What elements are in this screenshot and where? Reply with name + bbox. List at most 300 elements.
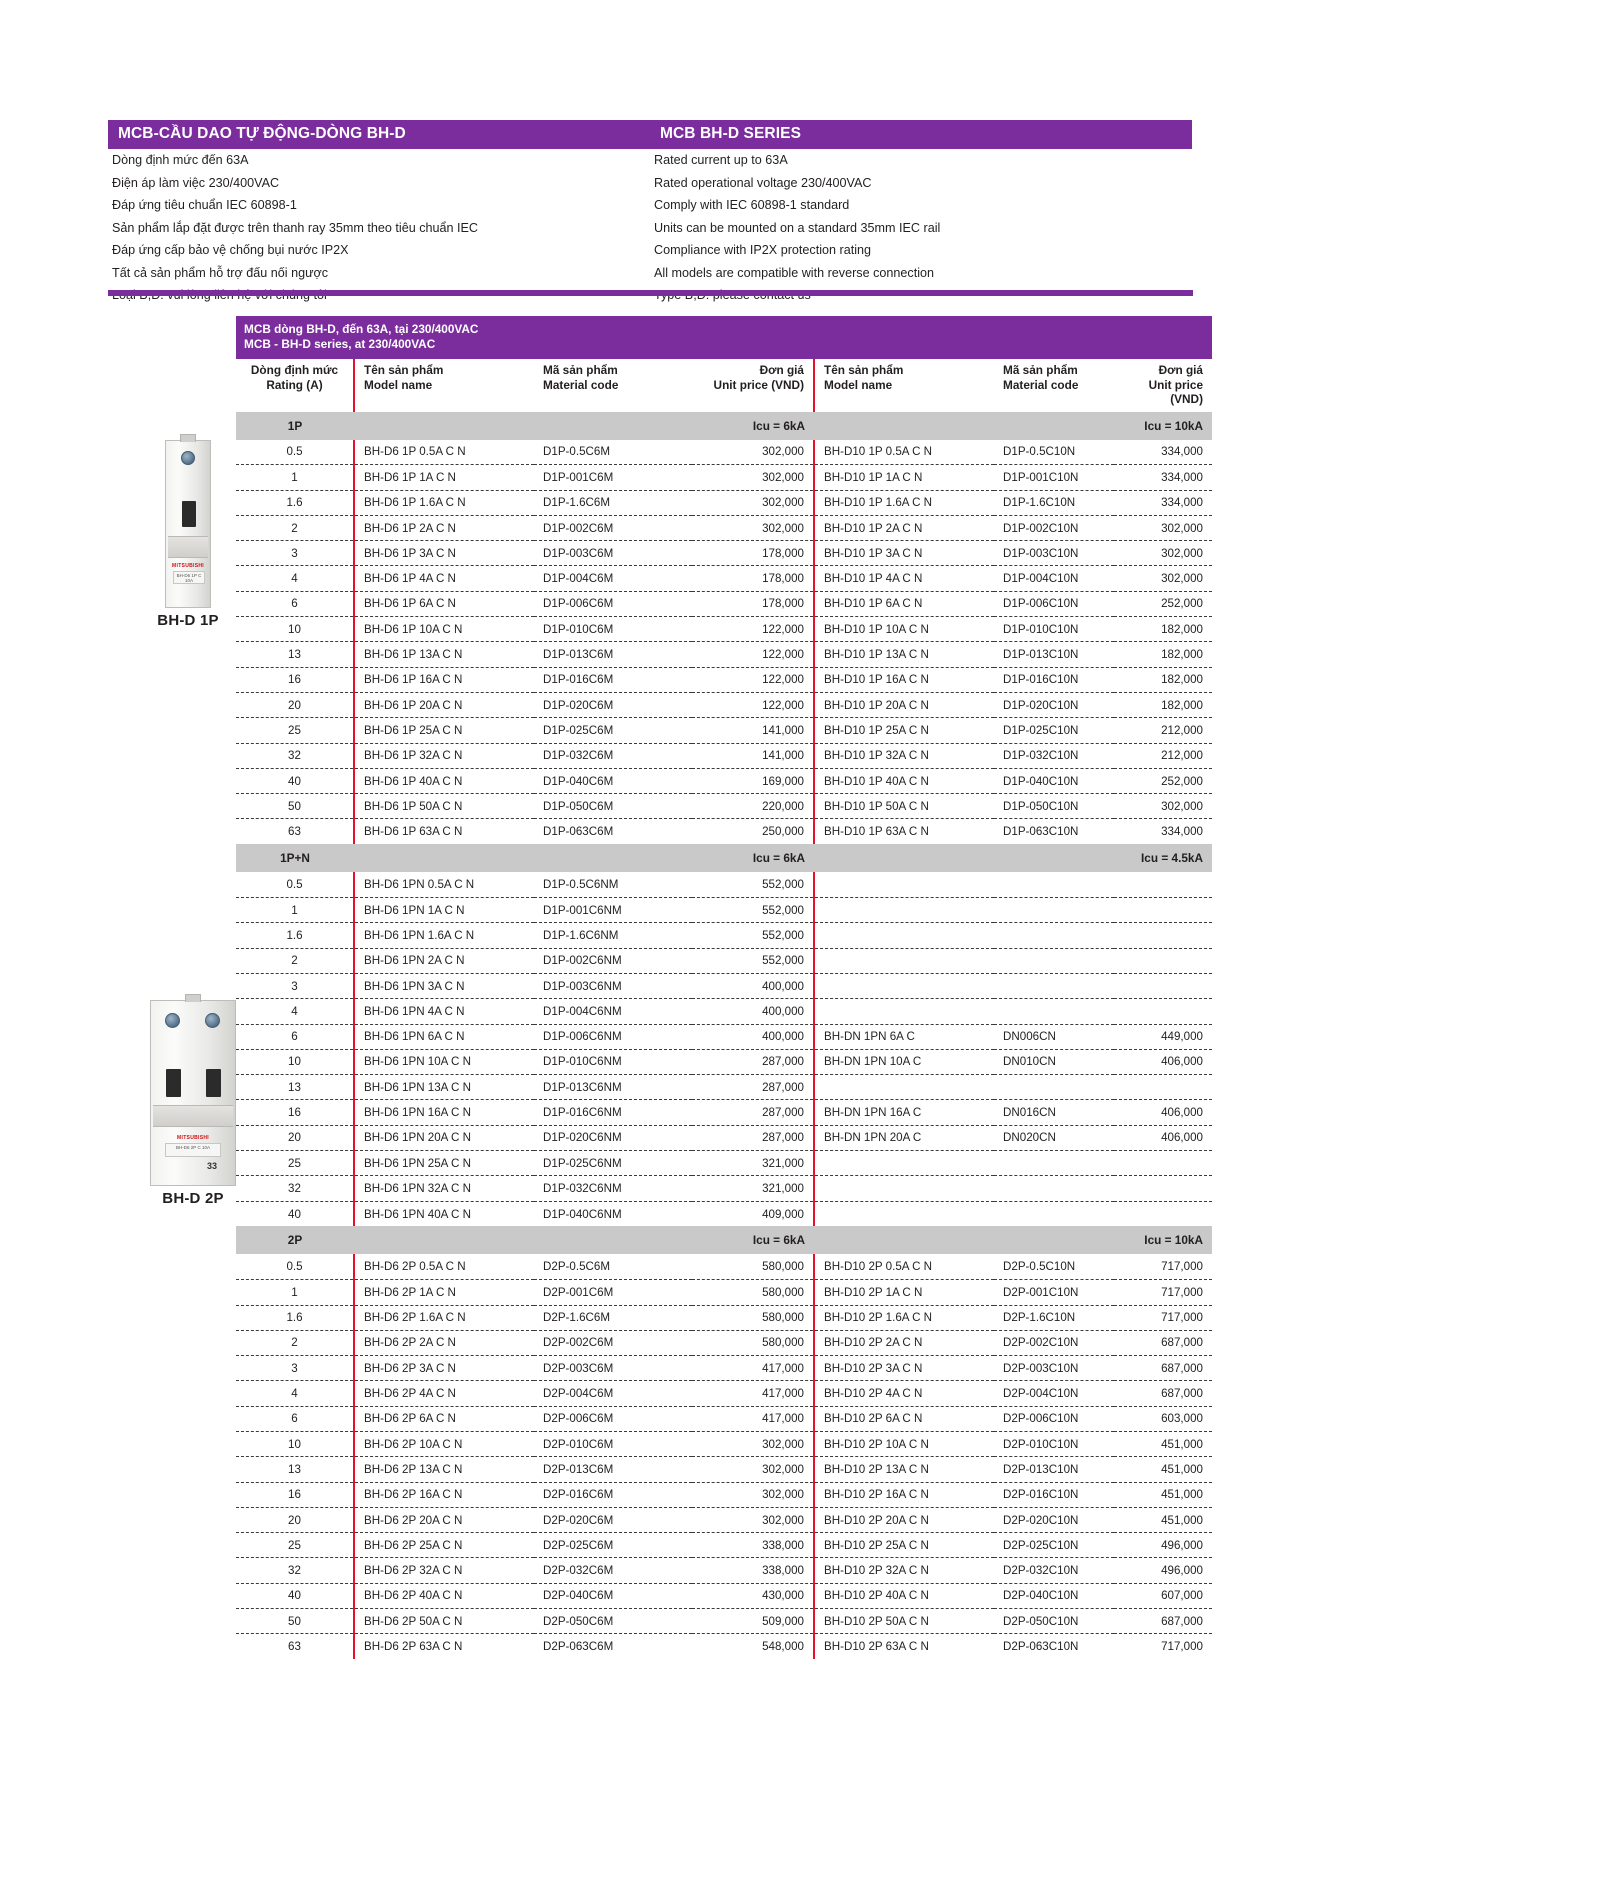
cell-model-d6: BH-D6 2P 13A C N [354, 1457, 534, 1482]
cell-code-d10: D2P-006C10N [994, 1406, 1114, 1431]
cell-code-d10: D1P-032C10N [994, 743, 1114, 768]
cell-code-d10: D1P-050C10N [994, 794, 1114, 819]
table-row [236, 1609, 1212, 1634]
cell-price-d10: 302,000 [1114, 794, 1212, 819]
cell-model-d6: BH-D6 1PN 6A C N [354, 1024, 534, 1049]
cell-rating: 4 [236, 999, 354, 1024]
cell-code-d6: D1P-032C6NM [534, 1176, 692, 1201]
cell-model-d6: BH-D6 1P 2A C N [354, 515, 534, 540]
table-row [236, 1634, 1212, 1659]
cell-model-d6: BH-D6 1PN 3A C N [354, 973, 534, 998]
cell-price-d10: 406,000 [1114, 1125, 1212, 1150]
cell-code-d6: D1P-006C6NM [534, 1024, 692, 1049]
cell-code-d10 [994, 1201, 1114, 1226]
cell-rating: 20 [236, 1125, 354, 1150]
cell-price-d6: 302,000 [692, 1457, 814, 1482]
cell-rating: 16 [236, 1482, 354, 1507]
cell-code-d6: D2P-004C6M [534, 1381, 692, 1406]
spec-header [108, 120, 1192, 307]
cell-price-d10: 302,000 [1114, 515, 1212, 540]
cell-code-d10: D1P-0.5C10N [994, 440, 1114, 465]
cell-code-d10: D1P-004C10N [994, 566, 1114, 591]
cell-code-d6: D1P-010C6M [534, 617, 692, 642]
cell-model-d10 [814, 1201, 994, 1226]
cell-code-d6: D1P-032C6M [534, 743, 692, 768]
cell-code-d6: D2P-1.6C6M [534, 1305, 692, 1330]
table-row [236, 1457, 1212, 1482]
spec-line: Compliance with IP2X protection rating [654, 243, 872, 257]
cell-rating: 3 [236, 1356, 354, 1381]
cell-model-d10: BH-D10 1P 4A C N [814, 566, 994, 591]
cell-model-d10: BH-D10 1P 40A C N [814, 768, 994, 793]
cell-model-d10: BH-D10 1P 50A C N [814, 794, 994, 819]
cell-model-d6: BH-D6 2P 0.5A C N [354, 1254, 534, 1279]
cell-code-d6: D1P-063C6M [543, 825, 614, 839]
din-rail-clip [180, 434, 196, 442]
cell-model-d6: BH-D6 2P 1A C N [354, 1280, 534, 1305]
cell-model-d6: BH-D6 2P 40A C N [354, 1583, 534, 1608]
cell-code-d6: D1P-002C6M [534, 515, 692, 540]
cell-price-d10 [1114, 1075, 1212, 1100]
cell-price-d6: 417,000 [692, 1381, 814, 1406]
cell-price-d6: 400,000 [692, 999, 814, 1024]
cell-price-d10: 406,000 [1114, 1100, 1212, 1125]
cell-code-d10: D2P-004C10N [994, 1381, 1114, 1406]
cell-price-d10 [1114, 923, 1212, 948]
cell-price-d10: 451,000 [1114, 1457, 1212, 1482]
cell-code-d10: D2P-1.6C10N [994, 1305, 1114, 1330]
cell-code-d10 [994, 1075, 1114, 1100]
cell-code-d10: D1P-006C10N [994, 591, 1114, 616]
cell-price-d6: 321,000 [692, 1151, 814, 1176]
cell-price-d6: 302,000 [692, 1431, 814, 1456]
cell-price-d6: 122,000 [692, 692, 814, 717]
cell-price-d10 [1114, 898, 1212, 923]
table-row [236, 1558, 1212, 1583]
table-row [236, 515, 1212, 540]
spec-line: Rated current up to 63A [654, 153, 788, 167]
spec-line: Đáp ứng tiêu chuẩn IEC 60898-1 [112, 198, 297, 212]
cell-code-d10: DN006CN [994, 1024, 1114, 1049]
cell-code-d10: D2P-040C10N [994, 1583, 1114, 1608]
spec-list-vietnamese [108, 149, 650, 307]
cell-model-d6: BH-D6 1P 50A C N [354, 794, 534, 819]
cell-code-d6: D1P-0.5C6NM [534, 872, 692, 897]
cell-code-d6: D1P-020C6NM [534, 1125, 692, 1150]
cell-code-d6: D1P-025C6M [534, 718, 692, 743]
cell-model-d6: BH-D6 1PN 1A C N [354, 898, 534, 923]
cell-price-d6: 287,000 [692, 1100, 814, 1125]
cell-price-d10: 451,000 [1114, 1482, 1212, 1507]
cell-code-d6: D1P-003C6NM [534, 973, 692, 998]
cell-code-d6: D1P-025C6NM [534, 1151, 692, 1176]
cell-price-d10: 334,000 [1114, 440, 1212, 465]
table-row [236, 566, 1212, 591]
cell-model-d10: BH-D10 1P 20A C N [814, 692, 994, 717]
cell-price-d6: 338,000 [692, 1558, 814, 1583]
cell-model-d10 [814, 923, 994, 948]
cell-price-d10: 449,000 [1114, 1024, 1212, 1049]
cell-price-d6: 141,000 [692, 743, 814, 768]
cell-price-d10: 496,000 [1114, 1558, 1212, 1583]
cell-code-d6: D2P-010C6M [534, 1431, 692, 1456]
cell-price-d6: 400,000 [692, 973, 814, 998]
cell-rating: 4 [236, 566, 354, 591]
cell-model-d10 [814, 1176, 994, 1201]
table-row [236, 1381, 1212, 1406]
cell-code-d10: D2P-013C10N [994, 1457, 1114, 1482]
terminal-screw-icon [205, 1013, 220, 1028]
cell-model-d10: BH-D10 1P 0.5A C N [814, 440, 994, 465]
section-pole-label: 1P+N [236, 844, 354, 872]
cell-model-d6: BH-D6 1P 32A C N [354, 743, 534, 768]
cell-code-d10: D2P-063C10N [1003, 1640, 1079, 1654]
table-row [236, 1125, 1212, 1150]
cell-code-d10: D1P-020C10N [994, 692, 1114, 717]
section-pole-label: 2P [236, 1226, 354, 1254]
cell-price-d10: 717,000 [1114, 1305, 1212, 1330]
cell-code-d10: D1P-001C10N [994, 465, 1114, 490]
cell-price-d6: 400,000 [692, 1024, 814, 1049]
cell-model-d6: BH-D6 1P 25A C N [354, 718, 534, 743]
cell-rating: 32 [236, 1176, 354, 1201]
cell-code-d10: D2P-020C10N [994, 1507, 1114, 1532]
cell-model-d10: BH-D10 2P 20A C N [814, 1507, 994, 1532]
table-row [236, 1176, 1212, 1201]
cell-price-d10 [1114, 973, 1212, 998]
section-header-row [236, 412, 1212, 440]
spec-title-vietnamese: MCB-CẦU DAO TỰ ĐỘNG-DÒNG BH-D [108, 120, 650, 149]
cell-price-d6: 287,000 [692, 1125, 814, 1150]
cell-rating: 32 [236, 743, 354, 768]
table-row [236, 743, 1212, 768]
cell-model-d10: BH-D10 2P 2A C N [814, 1330, 994, 1355]
mcb-1p-illustration [165, 440, 211, 608]
cell-price-d10: 603,000 [1114, 1406, 1212, 1431]
cell-rating: 13 [236, 1457, 354, 1482]
cell-rating: 6 [236, 591, 354, 616]
cell-code-d10: DN020CN [994, 1125, 1114, 1150]
cell-code-d10 [994, 973, 1114, 998]
section-header-row [236, 1226, 1212, 1254]
cell-model-d6: BH-D6 2P 6A C N [354, 1406, 534, 1431]
rating-plate: BH-D6 1P C 10A [173, 571, 205, 584]
cell-model-d6: BH-D6 1PN 20A C N [354, 1125, 534, 1150]
cell-model-d6: BH-D6 1PN 4A C N [354, 999, 534, 1024]
cell-model-d10: BH-D10 1P 1A C N [814, 465, 994, 490]
cell-rating: 1 [236, 898, 354, 923]
cell-model-d6: BH-D6 1P 63A C N [354, 819, 534, 844]
cell-price-d6: 302,000 [692, 1482, 814, 1507]
cell-model-d10: BH-D10 2P 0.5A C N [814, 1254, 994, 1279]
cell-price-d6: 338,000 [692, 1533, 814, 1558]
din-rail-clip [185, 994, 201, 1002]
table-row [236, 973, 1212, 998]
cell-price-d6: 552,000 [692, 898, 814, 923]
cell-code-d10 [994, 898, 1114, 923]
cell-code-d6: D1P-040C6NM [543, 1207, 622, 1221]
cell-price-d10: 687,000 [1114, 1609, 1212, 1634]
cell-code-d10: D2P-002C10N [994, 1330, 1114, 1355]
cell-code-d10: D2P-001C10N [994, 1280, 1114, 1305]
cell-model-d6: BH-D6 1PN 32A C N [354, 1176, 534, 1201]
price-table-head [236, 359, 1212, 412]
cell-code-d6: D2P-002C6M [534, 1330, 692, 1355]
section-icu-left: Icu = 6kA [354, 1226, 814, 1254]
cell-rating: 63 [288, 825, 301, 839]
table-row [236, 1024, 1212, 1049]
cell-code-d6: D2P-020C6M [534, 1507, 692, 1532]
cell-rating: 3 [236, 541, 354, 566]
cell-code-d6: D1P-016C6NM [534, 1100, 692, 1125]
cell-code-d10: D2P-032C10N [994, 1558, 1114, 1583]
table-row [236, 692, 1212, 717]
cell-price-d6: 287,000 [692, 1049, 814, 1074]
cell-model-d10: BH-D10 1P 63A C N [814, 819, 994, 844]
cell-model-d10: BH-D10 2P 1A C N [814, 1280, 994, 1305]
cell-code-d6: D1P-040C6M [534, 768, 692, 793]
cell-price-d10 [1114, 1176, 1212, 1201]
cell-price-d6: 409,000 [762, 1207, 804, 1221]
cell-price-d6: 169,000 [692, 768, 814, 793]
table-row [236, 541, 1212, 566]
table-row [236, 617, 1212, 642]
cell-model-d10: BH-D10 2P 4A C N [814, 1381, 994, 1406]
cell-rating: 2 [236, 948, 354, 973]
cell-model-d6: BH-D6 1P 6A C N [354, 591, 534, 616]
spec-title-english: MCB BH-D SERIES [650, 120, 1192, 149]
table-row [236, 1356, 1212, 1381]
cell-price-d6: 509,000 [692, 1609, 814, 1634]
table-row [236, 1533, 1212, 1558]
table-row [236, 591, 1212, 616]
cell-model-d10: BH-DN 1PN 16A C [814, 1100, 994, 1125]
column-header-code-d6: Mã sản phẩm Material code [543, 363, 619, 392]
cell-model-d10: BH-D10 2P 32A C N [814, 1558, 994, 1583]
cell-price-d10: 334,000 [1114, 465, 1212, 490]
rating-plate: BH-D6 2P C 10A [165, 1143, 221, 1157]
cell-model-d6: BH-D6 2P 16A C N [354, 1482, 534, 1507]
spec-line: Dòng định mức đến 63A [112, 153, 249, 167]
cell-rating: 6 [236, 1406, 354, 1431]
cell-price-d6: 580,000 [692, 1280, 814, 1305]
cell-code-d10: D1P-040C10N [994, 768, 1114, 793]
cell-model-d10: BH-D10 1P 10A C N [814, 617, 994, 642]
cell-code-d10 [994, 872, 1114, 897]
cell-code-d6: D1P-003C6M [534, 541, 692, 566]
cell-model-d10 [814, 1075, 994, 1100]
cell-code-d10 [994, 999, 1114, 1024]
cell-model-d6: BH-D6 2P 20A C N [354, 1507, 534, 1532]
cell-code-d6: D2P-063C6M [543, 1640, 614, 1654]
cell-model-d10 [814, 872, 994, 897]
column-header-code-d10: Mã sản phẩm Material code [1003, 363, 1079, 392]
cell-code-d10: D1P-025C10N [994, 718, 1114, 743]
cell-price-d10: 182,000 [1114, 692, 1212, 717]
cell-model-d10: BH-D10 2P 6A C N [814, 1406, 994, 1431]
cell-price-d6: 122,000 [692, 642, 814, 667]
table-row [236, 768, 1212, 793]
terminal-screw-icon [181, 451, 195, 465]
table-row [236, 1305, 1212, 1330]
section-icu-left: Icu = 6kA [354, 844, 814, 872]
cell-price-d6: 580,000 [692, 1330, 814, 1355]
cell-rating: 63 [288, 1640, 301, 1654]
cell-price-d10: 334,000 [1161, 825, 1203, 839]
cell-rating: 25 [236, 1533, 354, 1558]
cell-price-d10: 687,000 [1114, 1381, 1212, 1406]
table-row [236, 440, 1212, 465]
cell-model-d10 [814, 898, 994, 923]
cell-model-d10: BH-D10 2P 25A C N [814, 1533, 994, 1558]
table-row [236, 1406, 1212, 1431]
cell-model-d10: BH-D10 1P 6A C N [814, 591, 994, 616]
cell-code-d6: D1P-001C6M [534, 465, 692, 490]
cell-rating: 10 [236, 1049, 354, 1074]
cell-price-d6: 302,000 [692, 515, 814, 540]
cell-price-d6: 302,000 [692, 440, 814, 465]
cell-code-d10: D1P-063C10N [1003, 825, 1079, 839]
cell-model-d10: BH-D10 2P 3A C N [814, 1356, 994, 1381]
cell-code-d10: D1P-010C10N [994, 617, 1114, 642]
cell-code-d10: D1P-016C10N [994, 667, 1114, 692]
cell-price-d10: 212,000 [1114, 718, 1212, 743]
cell-code-d6: D1P-020C6M [534, 692, 692, 717]
cell-code-d10: D1P-1.6C10N [994, 490, 1114, 515]
cell-model-d6: BH-D6 1PN 10A C N [354, 1049, 534, 1074]
cell-code-d10: D2P-025C10N [994, 1533, 1114, 1558]
cell-price-d10: 687,000 [1114, 1330, 1212, 1355]
cell-price-d10: 252,000 [1114, 768, 1212, 793]
cell-price-d10: 182,000 [1114, 617, 1212, 642]
cell-rating: 1.6 [236, 923, 354, 948]
cell-model-d10: BH-D10 1P 1.6A C N [814, 490, 994, 515]
cell-price-d10: 717,000 [1114, 1280, 1212, 1305]
cell-rating: 32 [236, 1558, 354, 1583]
cell-code-d6: D1P-050C6M [534, 794, 692, 819]
table-row [236, 794, 1212, 819]
cell-code-d10: D2P-016C10N [994, 1482, 1114, 1507]
cell-price-d10: 406,000 [1114, 1049, 1212, 1074]
cell-model-d10: BH-D10 2P 16A C N [814, 1482, 994, 1507]
price-table-title-vietnamese: MCB dòng BH-D, đến 63A, tại 230/400VAC [244, 322, 479, 336]
cell-model-d6: BH-D6 2P 25A C N [354, 1533, 534, 1558]
cell-model-d6: BH-D6 2P 1.6A C N [354, 1305, 534, 1330]
cell-model-d10: BH-D10 1P 25A C N [814, 718, 994, 743]
cell-model-d6: BH-D6 2P 63A C N [354, 1634, 534, 1659]
cell-price-d6: 552,000 [692, 872, 814, 897]
cell-rating: 1 [236, 465, 354, 490]
cell-price-d10: 687,000 [1114, 1356, 1212, 1381]
brand-logo: MITSUBISHI [177, 1135, 209, 1141]
cell-code-d10 [994, 1176, 1114, 1201]
cell-rating: 13 [236, 1075, 354, 1100]
cell-model-d10: BH-D10 1P 2A C N [814, 515, 994, 540]
cell-code-d6: D2P-006C6M [534, 1406, 692, 1431]
cell-model-d10: BH-D10 2P 50A C N [814, 1609, 994, 1634]
cell-rating: 25 [236, 1151, 354, 1176]
spec-line: Rated operational voltage 230/400VAC [654, 175, 872, 190]
cell-model-d6: BH-D6 2P 32A C N [354, 1558, 534, 1583]
cell-price-d10: 302,000 [1114, 541, 1212, 566]
cell-price-d10: 252,000 [1114, 591, 1212, 616]
cell-price-d10: 717,000 [1114, 1254, 1212, 1279]
terminal-screw-icon [165, 1013, 180, 1028]
cell-model-d10: BH-DN 1PN 10A C [814, 1049, 994, 1074]
section-icu-right: Icu = 4.5kA [814, 844, 1212, 872]
cell-code-d6: D2P-003C6M [534, 1356, 692, 1381]
cell-code-d10: D1P-013C10N [994, 642, 1114, 667]
cell-price-d10 [1114, 948, 1212, 973]
table-row [236, 1100, 1212, 1125]
cell-code-d10: DN010CN [994, 1049, 1114, 1074]
table-row [236, 667, 1212, 692]
cell-model-d6: BH-D6 1PN 1.6A C N [354, 923, 534, 948]
cell-price-d10: 334,000 [1114, 490, 1212, 515]
spec-line: Comply with IEC 60898-1 standard [654, 198, 850, 212]
cell-code-d6: D2P-0.5C6M [534, 1254, 692, 1279]
table-row [236, 1431, 1212, 1456]
cell-price-d10: 212,000 [1114, 743, 1212, 768]
cell-code-d10: D2P-050C10N [994, 1609, 1114, 1634]
cell-price-d6: 430,000 [692, 1583, 814, 1608]
section-header-row [236, 844, 1212, 872]
cell-price-d10: 451,000 [1114, 1431, 1212, 1456]
table-row [236, 1075, 1212, 1100]
cell-rating: 0.5 [236, 440, 354, 465]
table-row [236, 642, 1212, 667]
spec-list-english [650, 149, 1192, 307]
cell-code-d10: DN016CN [994, 1100, 1114, 1125]
cell-model-d10: BH-D10 1P 3A C N [814, 541, 994, 566]
spec-line: Đáp ứng cấp bảo vệ chống bụi nước IP2X [112, 243, 349, 257]
cell-model-d10: BH-D10 1P 13A C N [814, 642, 994, 667]
cell-model-d6: BH-D6 1P 4A C N [354, 566, 534, 591]
column-header-model-d10: Tên sản phẩm Model name [814, 359, 994, 412]
cell-price-d6: 321,000 [692, 1176, 814, 1201]
table-row [236, 1583, 1212, 1608]
cell-code-d10: D2P-003C10N [994, 1356, 1114, 1381]
cell-price-d6: 178,000 [692, 541, 814, 566]
cell-code-d6: D1P-010C6NM [534, 1049, 692, 1074]
cell-rating: 4 [236, 1381, 354, 1406]
table-row [236, 718, 1212, 743]
cell-code-d10: D2P-0.5C10N [994, 1254, 1114, 1279]
cell-model-d10 [814, 999, 994, 1024]
spec-line: All models are compatible with reverse connection [654, 265, 934, 280]
cell-rating: 2 [236, 1330, 354, 1355]
cell-code-d6: D2P-032C6M [534, 1558, 692, 1583]
cell-rating: 3 [236, 973, 354, 998]
cell-code-d6: D1P-1.6C6M [534, 490, 692, 515]
cell-code-d10: D1P-003C10N [994, 541, 1114, 566]
cell-price-d6: 580,000 [692, 1254, 814, 1279]
cell-model-d6: BH-D6 2P 50A C N [354, 1609, 534, 1634]
cell-model-d6: BH-D6 2P 4A C N [354, 1381, 534, 1406]
table-row [236, 1507, 1212, 1532]
cell-price-d6: 178,000 [692, 566, 814, 591]
rating-number: 33 [207, 1161, 218, 1171]
cell-code-d6: D1P-013C6NM [534, 1075, 692, 1100]
cell-rating: 6 [236, 1024, 354, 1049]
cell-rating: 10 [236, 1431, 354, 1456]
cell-price-d10: 182,000 [1114, 667, 1212, 692]
cell-price-d10 [1114, 999, 1212, 1024]
cell-price-d10: 182,000 [1114, 642, 1212, 667]
cell-code-d6: D2P-001C6M [534, 1280, 692, 1305]
cell-price-d6: 548,000 [762, 1640, 804, 1654]
cell-model-d10: BH-D10 1P 16A C N [814, 667, 994, 692]
